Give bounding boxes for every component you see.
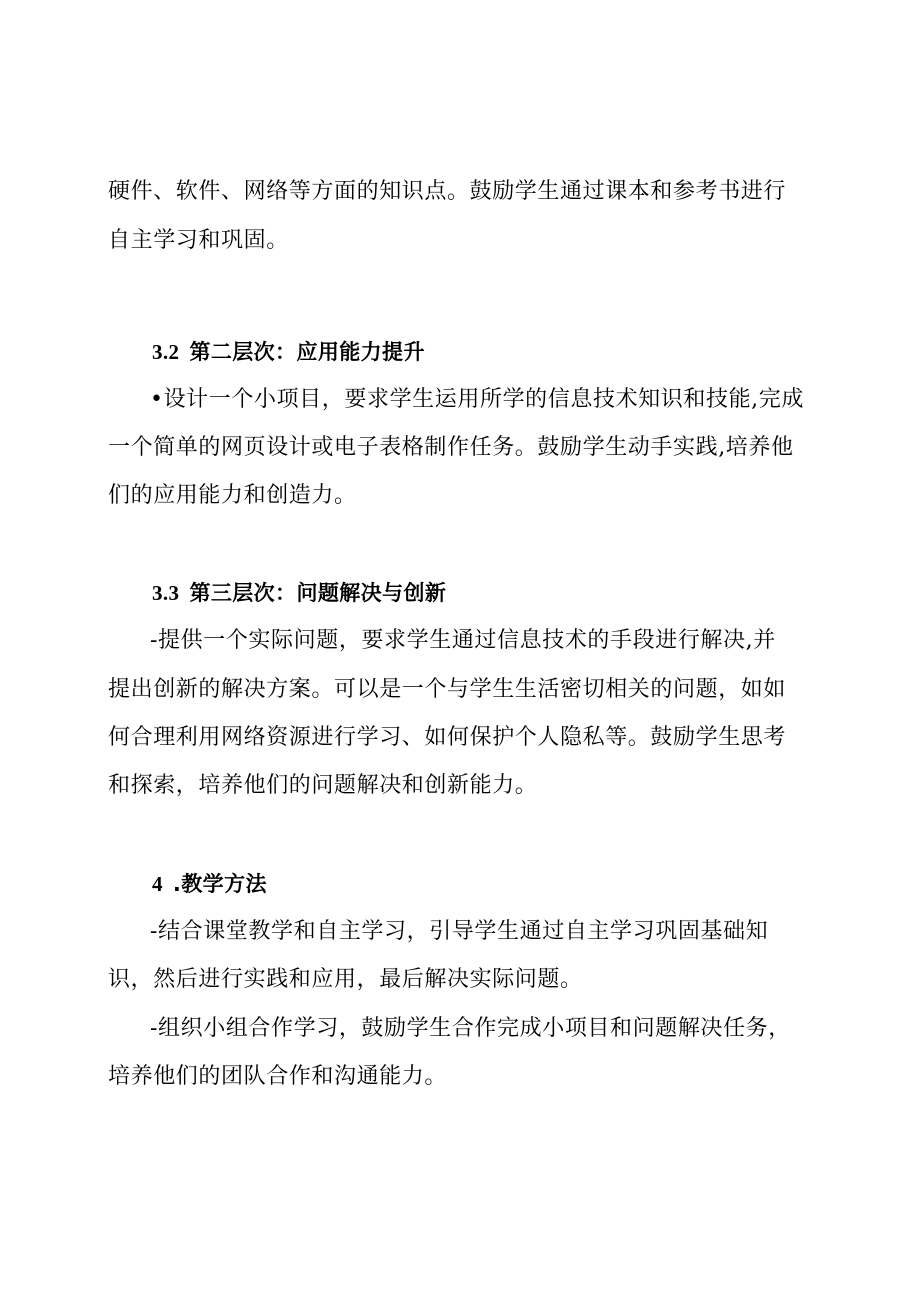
- paragraph-line: 一个简单的网页设计或电子表格制作任务。鼓励学生动手实践,培养他: [108, 435, 794, 460]
- paragraph-line: 自主学习和巩固。: [108, 228, 289, 253]
- paragraph-line: -结合课堂教学和自主学习，引导学生通过自主学习巩固基础知: [150, 919, 769, 944]
- paragraph-line: 硬件、软件、网络等方面的知识点。鼓励学生通过课本和参考书进行: [108, 179, 787, 204]
- paragraph-line: 识，然后进行实践和应用，最后解决实际问题。: [108, 967, 583, 992]
- paragraph-line: 和探索，培养他们的问题解决和创新能力。: [108, 773, 538, 798]
- paragraph-line: 何合理利用网络资源进行学习、如何保护个人隐私等。鼓励学生思考: [108, 725, 787, 750]
- section-title: 第三层次：问题解决与创新: [189, 581, 447, 605]
- paragraph-line: -组织小组合作学习，鼓励学生合作完成小项目和问题解决任务，: [150, 1016, 791, 1041]
- section-number: 3.2: [152, 340, 180, 364]
- section-heading-3-3: [152, 578, 856, 608]
- section-heading-3-2: [152, 337, 856, 367]
- paragraph-line: 们的应用能力和创造力。: [108, 483, 357, 508]
- paragraph-line: -提供一个实际问题，要求学生通过信息技术的手段进行解决,并: [150, 628, 776, 653]
- section-title: 第二层次：应用能力提升: [189, 340, 425, 364]
- paragraph-line: •设计一个小项目，要求学生运用所学的信息技术知识和技能,完成: [150, 387, 804, 412]
- paragraph-line: 提出创新的解决方案。可以是一个与学生生活密切相关的问题，如如: [108, 677, 787, 702]
- section-title: .教学方法: [172, 872, 267, 896]
- paragraph-line: 培养他们的团队合作和沟通能力。: [108, 1064, 448, 1089]
- section-number: 3.3: [152, 581, 180, 605]
- section-number: 4: [152, 872, 163, 896]
- section-heading-4: [152, 869, 856, 899]
